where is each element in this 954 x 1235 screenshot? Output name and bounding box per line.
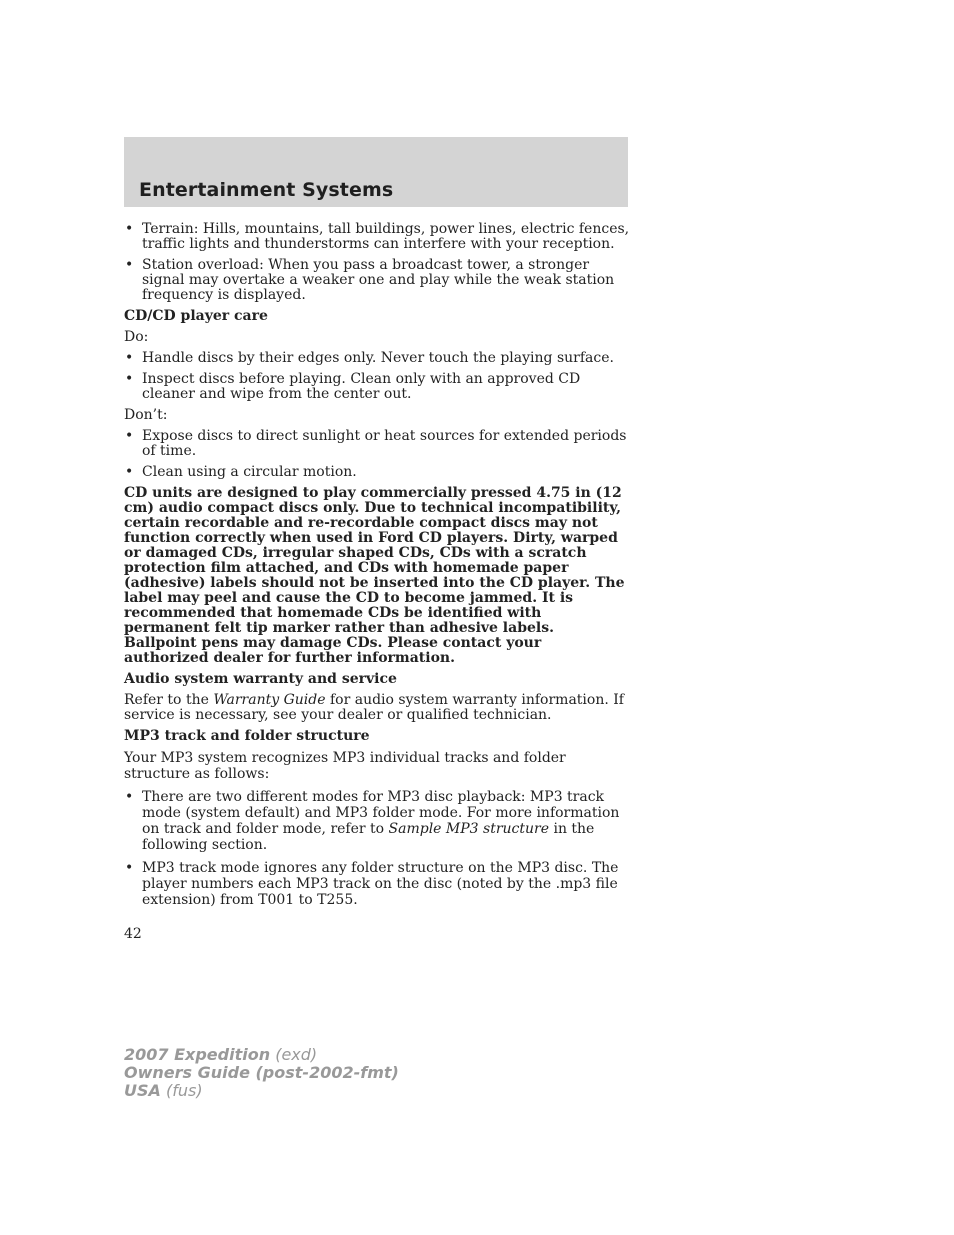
bullet-icon: • bbox=[125, 464, 134, 480]
section-header-bar bbox=[124, 137, 628, 207]
list-item-text: Inspect discs before playing. Clean only with an approved CD cleaner and wipe from the center out. bbox=[142, 371, 581, 402]
bullet-icon: • bbox=[125, 371, 134, 387]
footer-code: (exd) bbox=[270, 1045, 318, 1064]
bullet-icon: • bbox=[125, 859, 134, 876]
list-item bbox=[124, 351, 630, 366]
mp3-text: in the following section. bbox=[142, 821, 595, 854]
footer-model: 2007 Expedition bbox=[124, 1045, 271, 1064]
list-item bbox=[124, 429, 630, 459]
footer-code: (fus) bbox=[160, 1081, 203, 1100]
list-item-text: Station overload: When you pass a broadcast tower, a stronger signal may overtake a weaker one and play while the weak station frequency is displayed. bbox=[142, 257, 615, 303]
sample-mp3-reference: Sample MP3 structure bbox=[388, 821, 550, 838]
bullet-icon: • bbox=[125, 221, 134, 237]
bullet-icon: • bbox=[125, 257, 134, 273]
list-item-text: Terrain: Hills, mountains, tall buildings, power lines, electric fences, traffic lights and thunderstorms can interfere with your reception. bbox=[142, 221, 630, 252]
list-item bbox=[124, 222, 630, 252]
list-item-text bbox=[142, 789, 619, 854]
list-item bbox=[124, 860, 630, 909]
list-item bbox=[124, 372, 630, 402]
footer-market: USA bbox=[124, 1081, 161, 1100]
bullet-icon: • bbox=[125, 428, 134, 444]
mp3-text: There are two different modes for MP3 disc playback: MP3 track mode (system default) and MP3 folder mode. For more information on track and folder mode, refer to bbox=[142, 788, 620, 838]
warranty-text: for audio system warranty information. If service is necessary, see your dealer or qualified technician. bbox=[124, 692, 624, 723]
list-item bbox=[124, 465, 630, 480]
cd-care-heading: CD/CD player care bbox=[124, 308, 268, 324]
footer-line bbox=[124, 1082, 399, 1100]
page-content bbox=[124, 222, 630, 915]
bullet-icon: • bbox=[125, 788, 134, 805]
page-number: 42 bbox=[124, 926, 142, 942]
warranty-heading: Audio system warranty and service bbox=[124, 671, 397, 687]
list-item-text: Handle discs by their edges only. Never touch the playing surface. bbox=[142, 350, 614, 366]
section-title: Entertainment Systems bbox=[139, 179, 394, 201]
list-item bbox=[124, 258, 630, 303]
dont-label: Don’t: bbox=[124, 407, 168, 423]
do-label: Do: bbox=[124, 329, 149, 345]
list-item-text: Expose discs to direct sunlight or heat sources for extended periods of time. bbox=[142, 428, 627, 459]
warranty-guide-reference: Warranty Guide bbox=[213, 692, 326, 708]
footer bbox=[124, 1046, 399, 1100]
footer-line: Owners Guide (post-2002-fmt) bbox=[124, 1063, 399, 1082]
bullet-icon: • bbox=[125, 350, 134, 366]
warranty-text: Refer to the bbox=[124, 692, 214, 708]
warranty-paragraph bbox=[124, 693, 630, 723]
list-item bbox=[124, 789, 630, 854]
mp3-intro: Your MP3 system recognizes MP3 individual tracks and folder structure as follows: bbox=[124, 750, 566, 783]
list-item-text: MP3 track mode ignores any folder structure on the MP3 disc. The player numbers each MP3 track on the disc (noted by the .mp3 file extension) from T001 to T255. bbox=[142, 859, 619, 909]
cd-warning-paragraph: CD units are designed to play commercially pressed 4.75 in (12 cm) audio compact discs only. Due to technical incompatibility, certain recordable and re-recordable compact discs may not function correctly when used in Ford CD players. Dirty, warped or damaged CDs, irregular shaped CDs, CDs with a scratch protection film attached, and CDs with homemade paper (adhesive) labels should not be inserted into the CD player. The label may peel and cause the CD to become jammed. It is recommended that homemade CDs be identified with permanent felt tip marker rather than adhesive labels. Ballpoint pens may damage CDs. Please contact your authorized dealer for further information. bbox=[124, 485, 625, 666]
footer-line bbox=[124, 1046, 399, 1064]
mp3-heading: MP3 track and folder structure bbox=[124, 728, 370, 744]
list-item-text: Clean using a circular motion. bbox=[142, 464, 357, 480]
